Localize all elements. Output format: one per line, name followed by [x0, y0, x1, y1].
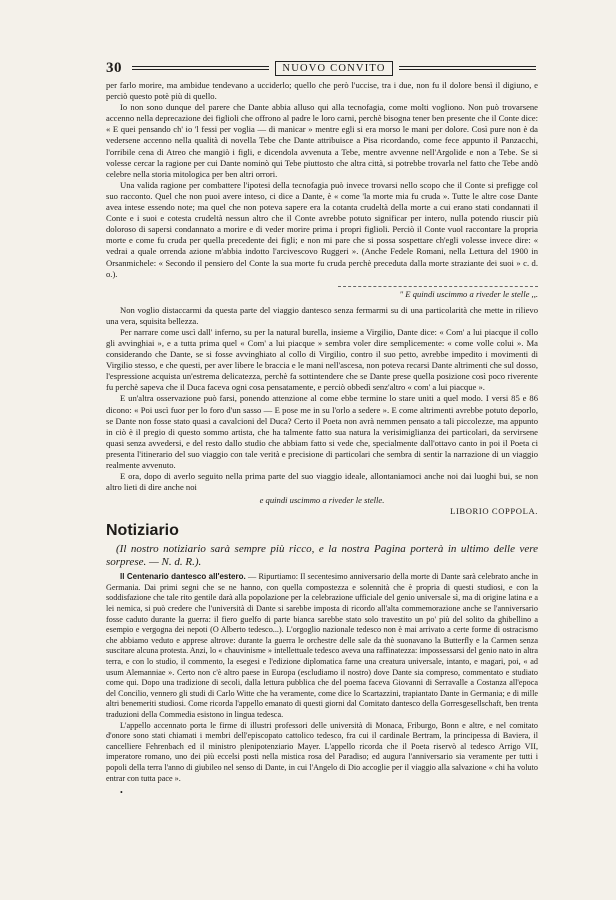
page-number: 30 [106, 59, 122, 76]
author-signature: LIBORIO COPPOLA. [450, 506, 538, 517]
news-text: — Ripurtiamo: Il secentesimo anniversario della morte di Dante sarà celebrato anche in Germania. Dai primi segni che se ne hanno, con quella compostezza e solennità che è propria di questi studiosi, e con la soddisfazione che tale rito gentile darà alla popolazione per la celebrazione ufficiale del genio universale sì, ma di origine latina e a lei nemica, si può credere che l'università di Dante si sarebbe imposta di ricordo all'alta commemorazione anche se l'anniversario fosse caduto durante la guerra: il fiero guelfo di parte bianca sarebbe stato solo travestito un po' più del solito da ghibellino a esempio e vergogna dei nepoti (O Alberto tedesco...). L'orgoglio nazionale tedesco non è mai arrivato a certe forme di ostracismo che abbiamo veduto e apprese altrove: durante la guerra le orchestre delle sale da thè suonavano la Butterfly e la Carmen senza suscitare alcuna protesta. Anzi, lo « chauvinisme » intellettuale tedesco aveva una raffinatezza: impossessarsi del genio nato in altra terra, e con lo studio, il commento, la esegesi e l'edizione diplomatica farne una creatura universale, intanto, e magari, poi, « ad usum Alemanniae ». Certo non c'è altro paese in Europa (escludiamo il nostro) dove Dante sia compreso, commentato e studiato come qui. Dopo una tradizione di secoli, dalla lettura pubblica che del poema faceva Giovanni di Serravalle a Costanza all'epoca del Concilio, vennero gli studi di Carlo Witte che ha veramente, come dice lo Scartazzini, trapiantato Dante in Germania; e di mille altri benemeriti studiosi. Come ricorda l'appello emanato di questi giorni dal Comitato dantesco della Gorresgesellschaft, ben trenta traduzioni della Commedia esistono in lingua tedesca. [106, 572, 539, 719]
page-header [106, 60, 536, 76]
news-paragraph: L'appello accennato porta le firme di illustri professori delle università di Monaca, Friburgo, Bonn e altre, e nel comitato d'onore sono stati chiamati i membri dell'episcopato cattolico tedesco, fra cui il cardinale Bertram, la principessa di Baviera, il cancelliere Fehrenbach ed il ministro plenipotenziario Mayer. L'appello ricorda che il Poeta riservò al tedesco Arrigo VII, imperatore romano, uno dei più eccelsi posti nella mistica rosa del Paradiso; ed augura l'anniversario sia veramente per tutti i popoli della terra l'anno di giubileo nel senso di Dante, in cui l'Angelo di Dio accoglie per il viaggio alla salvazione « chi ha voluto entrar con tutta pace ». [106, 720, 538, 783]
notiziario-body [106, 572, 538, 784]
news-lead: Il Centenario dantesco all'estero. [120, 572, 246, 582]
article-body [106, 80, 538, 797]
closing-line: e quindi uscimmo a riveder le stelle. [259, 495, 385, 506]
paragraph: E un'altra osservazione può farsi, ponendo attenzione al come ebbe termine lo stare uniti a quel modo. I versi 85 e 86 dicono: « Poi uscì fuor per lo foro d'un sasso — E pose me in su l'orlo a sedere ». E come altrimenti avrebbe potuto deporlo, se Dante non fosse stato quasi a cavalcioni del Duca? Certo il Poeta non avrà nemmen pensato a tali piccolezze, ma appunto in ciò è il pregio di questo sommo artista, che ha talmente fatto sua natura la verisimiglianza dei particolari, da servirsene quasi senza avvedersi, e del resto dallo studio che abbiam fatto si vede che, specialmente dall'ottavo canto in poi il Poeta ci presenta l'itinerario del suo viaggio con tale verità e precisione di particolari che sembra di sentir la narrazione di un viaggio realmente avvenuto. [106, 393, 538, 470]
running-title: NUOVO CONVITO [275, 61, 392, 76]
section-quote: " E quindi uscimmo a riveder le stelle ,,. [338, 286, 538, 299]
paragraph: Una valida ragione per combattere l'ipotesi della tecnofagia può invece trovarsi nello scopo che il Conte si prefigge col suo racconto. Quel che non puoi avere inteso, ci dice a Dante, è « come 'la morte mia fu cruda ». Tutte le altre cose Dante avea intese essendo note; ma quel che non poteva sapere era la cotanta crudeltà della morte a cui erano stati condannati il Conte e i suoi e cotesta crudeltà nessun altro che il Conte avrebbe potuto significar per intero, nulla potendo riuscir più doloroso di sapersi condannato a morire e di veder morire prima i propri figlioli. Perciò il Conte vuol raccontare la propria morte e come fu cruda per quella precedente dei figli; e non mi pare che si possa sospettare ch'egli volesse invece dire: « vedrai a quale orrenda azione m'abbia indotto l'arcivescovo Ruggeri ». (Anche Fedele Romani, nella Lettura del 1900 in Orsanmichele: « Secondo il pensiero del Conte la sua morte fu cruda perchè preceduta dalla morte straziante dei suoi » c. d. o.). [106, 179, 538, 279]
header-rule-right [399, 66, 536, 70]
notiziario-intro: (Il nostro notiziario sarà sempre più ricco, e la nostra Pagina porterà in ultimo delle vere sorprese. — N. d. R.). [106, 543, 538, 568]
paragraph: Per narrare come uscì dall' inferno, su per la natural burella, insieme a Virgilio, Dante dice: « Com' a lui piacque il collo gli avvinghiai », e a tutta prima quel « Com' a lui piacque » sembra voler dire semplicemente: « come volle colui ». Ma considerando che Dante, se si fosse avvinghiato al collo di Virgilio, contro il suo petto, avrebbe impedito i movimenti di Virgilio stesso, e che questi, per aver libere le braccia e le mani nell'ascesa, non poteva recarsi Dante altrimenti che sul dosso, l'espressione acquista un'estrema delicatezza, perchè fa sottintendere che se Dante prese quella posizione così poco riverente fu perchè sapeva che il Duca faceva ogni cosa pensatamente, e perciò obbedì senz'altro « com' a lui piacque ». [106, 326, 538, 393]
notiziario-title: Notiziario [106, 522, 179, 540]
paragraph: Non voglio distaccarmi da questa parte del viaggio dantesco senza fermarmi su di una particolarità che mette in rilievo una vera, squisita bellezza. [106, 304, 538, 326]
paragraph: Io non sono dunque del parere che Dante abbia alluso qui alla tecnofagia, come molti vogliono. Non può trovarsene accenno nella deprecazione dei figlioli che offrono al padre le loro carni, perchè bisogna tener ben presente che il Conte dice: « E quei pensando ch' io 'l fessi per voglia — di manicar » mentre egli si era morso le mani per dolore. Così pure non è da vedersene accenno nella qualità di novella Tebe che Dante attribuisce a Pisa ricordando, come fece appunto il Panzacchi, l'orribile cena di Atreo che mangiò i figli, e dicendola avvenuta a Tebe, mentre avvenne nell'Argolide e non a Tebe. Se si volesse cercar la ragione per cui Dante nominò qui Tebe piuttosto che altra città, si potrebbe trovarla nel fatto che Tebe andò celebre nella storia mitologica per ben altri orrori. [106, 102, 538, 179]
paragraph: per farlo morire, ma ambidue tendevano a ucciderlo; quello che però l'uccise, tra i due, non fu il dolore bensì il digiuno, e perciò questo potè più di quello. [106, 80, 538, 102]
end-mark: • [120, 788, 123, 798]
news-paragraph [106, 572, 538, 720]
paragraph: E ora, dopo di averlo seguito nella prima parte del suo viaggio ideale, allontaniamoci anche noi dai luoghi bui, se non altro lieti di dire anche noi [106, 471, 538, 493]
header-rule-left [132, 66, 269, 70]
